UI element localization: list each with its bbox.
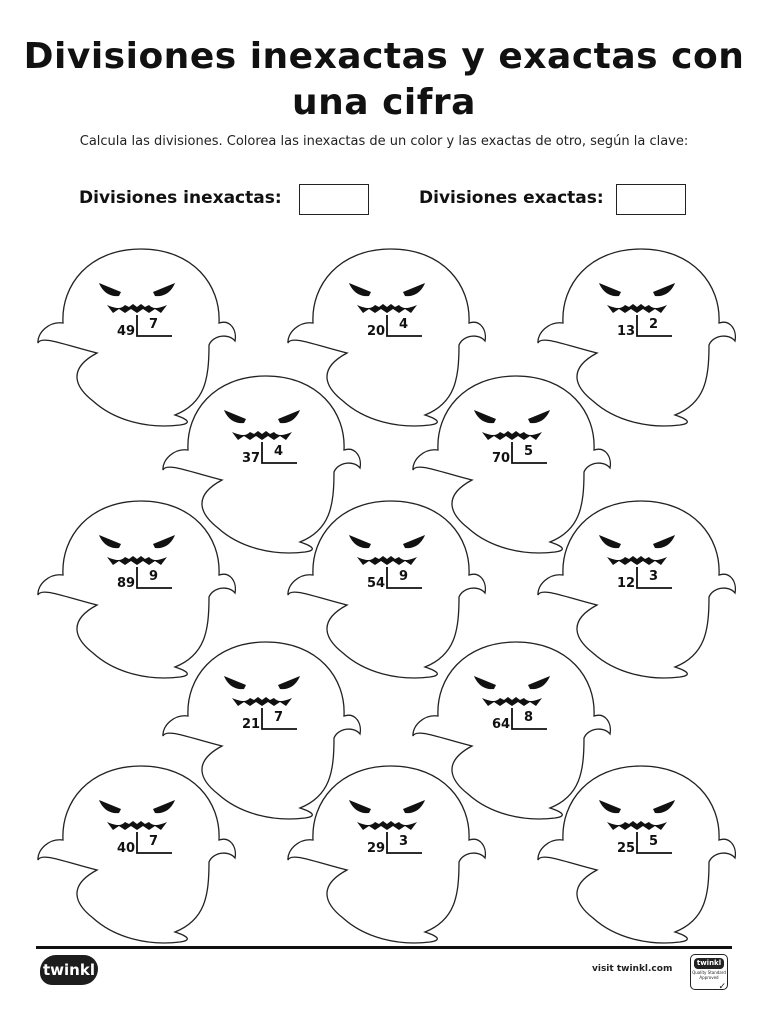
dividend-label: 89 xyxy=(117,576,136,591)
badge-line-2: Approved xyxy=(699,975,719,980)
ghost[interactable] xyxy=(37,762,237,947)
exact-key-label: Divisiones exactas: xyxy=(419,188,604,208)
dividend-label: 20 xyxy=(367,324,386,339)
divisor-label: 7 xyxy=(149,834,159,849)
dividend-label: 64 xyxy=(492,717,511,732)
divisor-label: 2 xyxy=(649,317,659,332)
ghost-body[interactable] xyxy=(288,766,485,943)
dividend-label: 21 xyxy=(242,717,261,732)
divisor-label: 3 xyxy=(399,834,409,849)
dividend-label: 70 xyxy=(492,451,511,466)
exact-color-box[interactable] xyxy=(616,184,686,215)
dividend-label: 49 xyxy=(117,324,136,339)
badge-title: twinkl xyxy=(694,958,724,969)
badge-line-1: Quality Standard xyxy=(692,970,726,975)
dividend-label: 12 xyxy=(617,576,636,591)
twinkl-logo: twinkl xyxy=(40,955,98,985)
dividend-label: 54 xyxy=(367,576,386,591)
dividend-label: 40 xyxy=(117,841,136,856)
divisor-label: 5 xyxy=(524,444,534,459)
inexact-color-box[interactable] xyxy=(299,184,369,215)
ghost-body[interactable] xyxy=(538,766,735,943)
dividend-label: 37 xyxy=(242,451,261,466)
ghost[interactable] xyxy=(537,762,737,947)
divisor-label: 7 xyxy=(149,317,159,332)
dividend-label: 29 xyxy=(367,841,386,856)
divisor-label: 9 xyxy=(399,569,409,584)
footer-divider xyxy=(36,946,732,949)
ghost[interactable] xyxy=(287,762,487,947)
check-icon: ✓ xyxy=(718,982,726,992)
dividend-label: 13 xyxy=(617,324,636,339)
page-title: Divisiones inexactas y exactas con una cifra xyxy=(23,36,745,123)
divisor-label: 4 xyxy=(274,444,284,459)
divisor-label: 8 xyxy=(524,710,534,725)
ghost-body[interactable] xyxy=(38,766,235,943)
divisor-label: 5 xyxy=(649,834,659,849)
divisor-label: 3 xyxy=(649,569,659,584)
visit-link[interactable]: visit twinkl.com xyxy=(592,964,673,974)
quality-badge xyxy=(690,954,728,990)
divisor-label: 4 xyxy=(399,317,409,332)
divisor-label: 9 xyxy=(149,569,159,584)
divisor-label: 7 xyxy=(274,710,284,725)
inexact-key-label: Divisiones inexactas: xyxy=(79,188,282,208)
instructions-text: Calcula las divisiones. Colorea las inexactas de un color y las exactas de otro, según la clave: xyxy=(79,134,689,149)
dividend-label: 25 xyxy=(617,841,636,856)
